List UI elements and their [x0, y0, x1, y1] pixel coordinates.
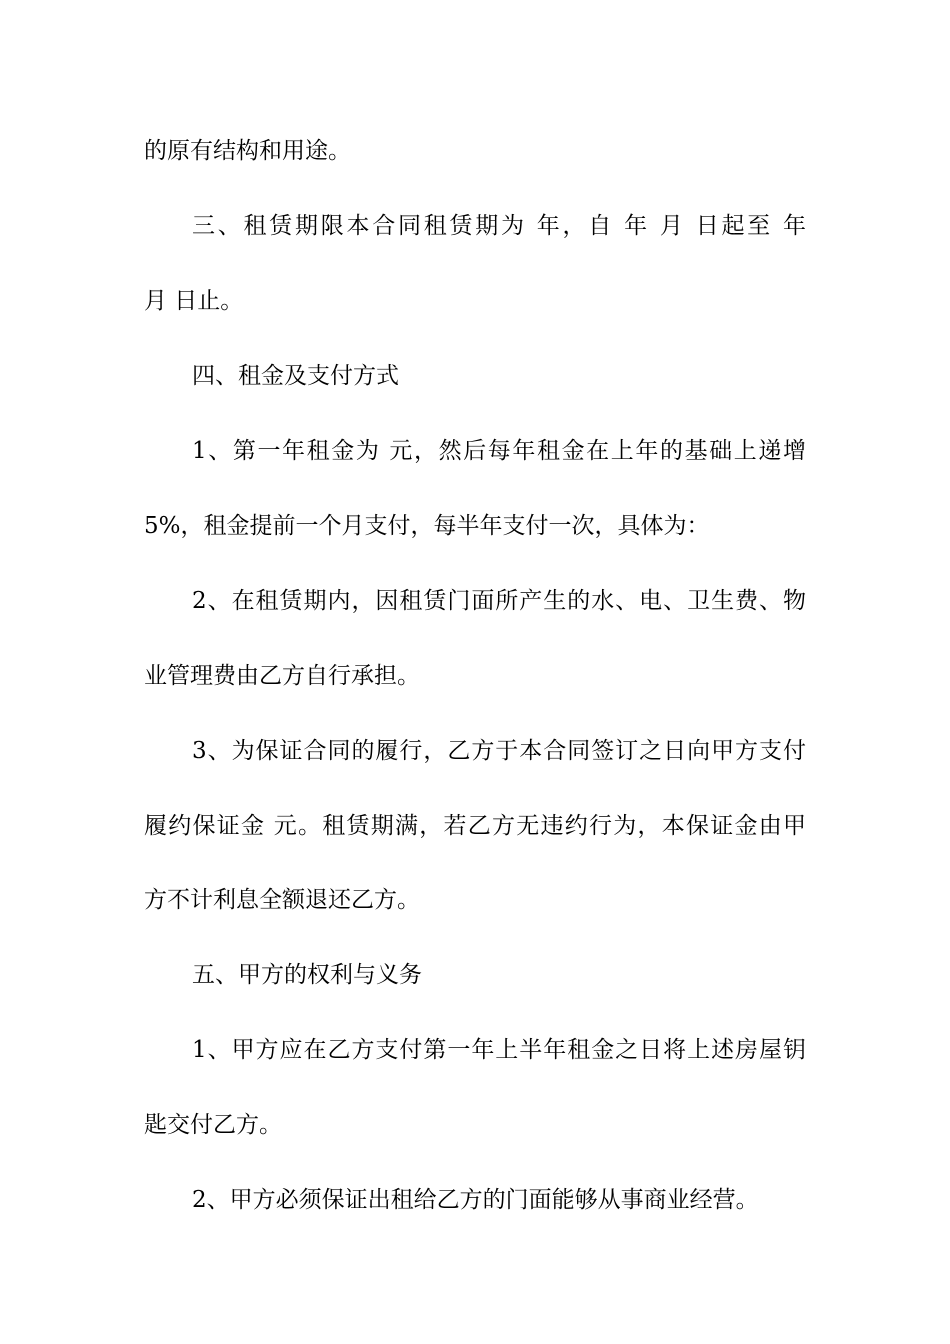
section-5-heading: 五、甲方的权利与义务	[192, 962, 422, 988]
clause-5-1-line-1: 1、甲方应在乙方支付第一年上半年租金之日将上述房屋钥	[192, 1037, 806, 1063]
clause-5-2-line-1: 2、甲方必须保证出租给乙方的门面能够从事商业经营。	[192, 1187, 759, 1213]
section-4-heading: 四、租金及支付方式	[192, 363, 399, 389]
clause-4-3-line-3: 方不计利息全额退还乙方。	[144, 887, 420, 913]
clause-4-3-line-2: 履约保证金 元。租赁期满，若乙方无违约行为，本保证金由甲	[144, 813, 806, 839]
clause-4-2-line-1: 2、在租赁期内，因租赁门面所产生的水、电、卫生费、物	[192, 588, 806, 614]
clause-4-2-line-2: 业管理费由乙方自行承担。	[144, 663, 420, 689]
clause-5-1-line-2: 匙交付乙方。	[144, 1112, 282, 1138]
section-3-heading-line: 三、租赁期限本合同租赁期为 年，自 年 月 日起至 年	[192, 213, 806, 239]
clause-4-1-line-1: 1、第一年租金为 元，然后每年租金在上年的基础上递增	[192, 438, 806, 464]
text-line-1: 的原有结构和用途。	[144, 138, 351, 164]
clause-4-3-line-1: 3、为保证合同的履行，乙方于本合同签订之日向甲方支付	[192, 738, 806, 764]
text-line-3: 月 日止。	[144, 288, 244, 314]
clause-4-1-line-2: 5%，租金提前一个月支付，每半年支付一次，具体为：	[144, 513, 710, 539]
